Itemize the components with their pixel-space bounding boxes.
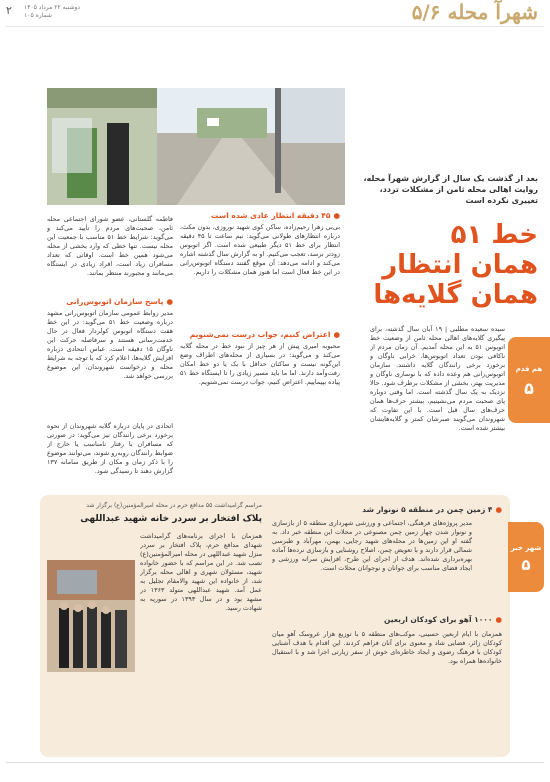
feature-intro: سیده سعیده مطلبی | ۱۹ آبان سال گذشته، برای پیگیری گلایه‌های اهالی محله ثامن از وضعیت خط اتوبوس ۵۱ به این محله آمدیم. آن زمان مردم از ناکافی بودن تعداد اتوبوس‌ها، خرابی ناوگان و برخورد برخی رانندگان گلایه داشتند. سازمان اتوبوس‌رانی هم وعده داده که با نوسازی ناوگان و مدیریت بهتر، بخشی از مشکلات برطرف شود. حالا نزدیک به یک سال گذشته است. اما وقتی دوباره پای صحبت مردم می‌نشینیم، بیشتر حرف‌ها همان حرف‌های سال قبل است. با این تفاوت که شهروندان می‌گویند صبرشان کمتر و گلایه‌هایشان بیشتر شده است. <box>370 325 505 432</box>
news1-body: مدیر پروژه‌های فرهنگی، اجتماعی و ورزشی شهرداری منطقه ۵ از بازسازی و نونوار شدن چهار زمین چمن مصنوعی در محلات این منطقه خبر داد. به گفته او این زمین‌ها در محله‌های شهید رجایی، بهمن، مهرآباد و طبرسی شمالی قرار دارند و با تعویض چمن، اصلاح روشنایی و بازسازی نرده‌ها آماده بهره‌برداری شده‌اند. هدف از اجرای این طرح، افزایش سرانه ورزشی و ایجاد فضای مناسب برای جوانان و نوجوانان محلات است. <box>272 519 472 572</box>
left-paragraph-1: فاطمه گلستانی، عضو شورای اجتماعی محله ثامن، صحبت‌های مردم را تأیید می‌کند و می‌گوید: شرایط خط ۵۱ مناسب با جمعیت این محله نیست. تنها خطی که وارد بخشی از محله می‌شود همین خط است. اوقاتی که تعداد مسافران زیاد است، افراد زیادی در ایستگاه می‌مانند و مجبورند منتظر بمانند. <box>47 215 173 277</box>
news2-title-text: ۱۰۰۰ آهو برای کودکان اربعین <box>384 615 493 624</box>
feature-headline <box>363 220 538 310</box>
section-badge-title: هم قدم <box>515 365 543 373</box>
news3-title: پلاک افتخار بر سردر خانه شهید عبداللهی <box>80 514 262 524</box>
left-paragraph-2: مدیر روابط عمومی سازمان اتوبوس‌رانی مشهد درباره وضعیت خط ۵۱ می‌گوید: در این خط هفت دستگاه اتوبوس کولردار فعال در حال خدمت‌رسانی هستند و سرفاصله حرکت این ناوگان ۱۵ دقیقه است. عباس انتحادی درباره افزایش گلایه‌ها، اعلام کرد که با توجه به شرایط محله و درخواست شهروندان، این موضوع بررسی خواهد شد. <box>47 309 173 380</box>
subhead-response: ●پاسخ سازمان اتوبوس‌رانی <box>66 297 173 306</box>
feature-kicker: بعد از گذشت یک سال از گزارش شهرآ محله، روایت اهالی محله ثامن از مشکلات تردد، تغییری نکرده است <box>363 174 538 205</box>
ceremony-photo <box>47 560 135 672</box>
middle-paragraph-2: محبوبه امیری پیش از هر چیز از نبود خط در محله گلایه می‌کند و می‌گوید: در بسیاری از محله‌های اطراف وضع این‌گونه نیست و ساکنان حداقل با یک یا دو خط امکان رفت‌وآمد دارند. اما ما باید مسیر زیادی را تا ایستگاه خط ۵۱ پیاده بپیماییم. اعتراض کنیم، جواب درست نمی‌شنویم. <box>180 342 340 386</box>
subhead-waiting-text: ۴۵ دقیقه انتظار عادی شده است <box>210 211 331 220</box>
news-badge <box>508 522 544 592</box>
news3-kicker: مراسم گرامیداشت ۵۵ مدافع حرم در محله امیرالمؤمنین(ع) برگزار شد <box>86 502 262 509</box>
page-number: ۲ <box>6 4 12 17</box>
headline-line-3: همان گلایه‌ها <box>373 280 538 310</box>
issue-number: شماره ۱۰۵ <box>24 12 52 19</box>
subhead-waiting: ●۴۵ دقیقه انتظار عادی شده است <box>210 211 340 220</box>
middle-paragraph-1: بی‌بی زهرا رحیم‌زاده، ساکن کوی شهید نوروزی، بدون مکث، درباره انتظارهای طولانی می‌گوید: نیم ساعت تا ۴۵ دقیقه انتظار برای خط ۵۱ دیگر طبیعی شده است. اگر اتوبوس زودتر برسد، تعجب می‌کنیم. او به گزارش سال گذشته اشاره می‌کند و ادامه می‌دهد: آن موقع گفتند دستگاه اتوبوس‌رانی در این خط فعال است اما هنوز همان مشکلات را داریم. <box>180 223 340 276</box>
issue-date: دوشنبه ۲۲ مرداد ۱۴۰۵ <box>24 4 81 11</box>
news2-title: ●۱۰۰۰ آهو برای کودکان اربعین <box>384 615 502 624</box>
news1-title: ●۴ زمین چمن در منطقه ۵ نونوار شد <box>362 505 502 514</box>
subhead-protest-text: اعتراض کنیم، جواب درست نمی‌شنویم <box>189 330 331 339</box>
subhead-protest: ●اعتراض کنیم، جواب درست نمی‌شنویم <box>189 330 340 339</box>
news3-body: همزمان با اجرای برنامه‌های گرامیداشت شهدای مدافع حرم، پلاک افتخار بر سردر منزل شهید عبداللهی در محله امیرالمؤمنین(ع) نصب شد. در این مراسم که با حضور خانواده شهید، مسئولان شهری و اهالی محله برگزار شد، از خانواده این شهید والامقام تجلیل به عمل آمد. شهید عبداللهی متولد ۱۳۶۳ در مشهد بود و در سال ۱۳۹۳ در سوریه به شهادت رسید. <box>140 532 262 612</box>
headline-line-1: خط ۵۱ <box>450 220 538 250</box>
section-badge <box>508 337 550 423</box>
subhead-response-text: پاسخ سازمان اتوبوس‌رانی <box>66 297 164 306</box>
news-badge-number: ۵ <box>521 556 531 574</box>
news2-body: همزمان با ایام اربعین حسینی، موکب‌های منطقه ۵ با توزیع هزار عروسک آهو میان کودکان زائر، فضایی شاد و معنوی برای آنان فراهم کردند. این اقدام با هدف آشنایی کودکان با فرهنگ رضوی و ایجاد خاطره‌ای خوش از سفر زیارتی اجرا شد و با استقبال خانواده‌ها همراه بود. <box>272 630 502 665</box>
newspaper-logo: شهرآ محله ۵/۶ <box>411 0 538 24</box>
news-badge-title: شهر خبر <box>510 544 542 552</box>
issue-info <box>24 4 124 20</box>
header-rule <box>6 26 544 27</box>
section-badge-number: ۵ <box>524 379 534 398</box>
bus-stop-photo <box>47 88 345 205</box>
feature-photo <box>47 88 345 205</box>
ceremony-photo-image <box>47 560 135 672</box>
left-paragraph-3: اتحادی در پایان درباره گلایه شهروندان از نحوه برخورد برخی رانندگان نیز می‌گوید: در صورتی که مسافران با رفتار نامناسب یا خارج از ضوابط رانندگان روبه‌رو شوند، می‌توانند موضوع را با ذکر زمان و مکان از طریق سامانه ۱۳۷ گزارش دهند تا رسیدگی شود. <box>47 422 173 475</box>
news1-title-text: ۴ زمین چمن در منطقه ۵ نونوار شد <box>362 505 493 514</box>
headline-line-2: همان انتظار <box>382 250 538 280</box>
footer-rule <box>6 762 544 763</box>
